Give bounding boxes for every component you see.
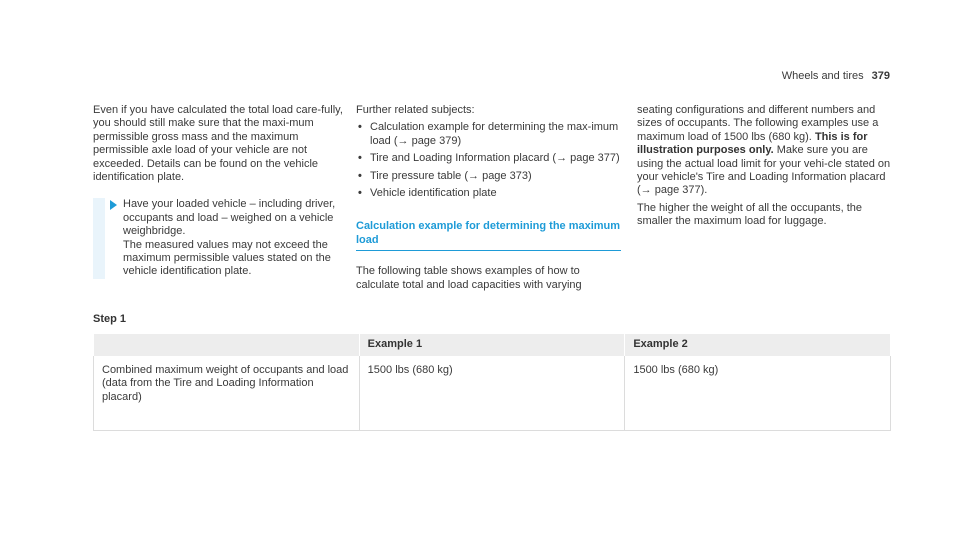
instruction-note: The measured values may not exceed the maximum permissible values stated on the vehicle identification plate.: [123, 238, 331, 278]
page-header: [782, 70, 890, 83]
list-item[interactable]: • Vehicle identification plate: [356, 187, 624, 200]
instruction-step: [93, 198, 347, 278]
play-arrow-icon: [110, 200, 117, 210]
table-header: [94, 334, 360, 356]
step-heading: Step 1: [93, 313, 127, 325]
paragraph: The higher the weight of all the occupants, the smaller the maximum load for luggage.: [637, 201, 863, 228]
paragraph: [637, 104, 892, 198]
paragraph: The following table shows examples of how to calculate total and load capacities with varying: [356, 265, 582, 291]
paragraph-text: Make sure you are using the actual load limit for your vehi-cle stated on your vehicle's Tire and Loading Information placard (→ page 377).: [637, 144, 891, 197]
table-cell: 1500 lbs (680 kg): [625, 356, 891, 430]
list-item[interactable]: • Tire and Loading Information placard (→ page 377): [356, 152, 624, 165]
paragraph-text: seating configurations and different numbers and sizes of occupants. The following examples use a maximum load of 1500 lbs (680 kg).: [637, 104, 879, 143]
related-subjects-intro: Further related subjects:: [356, 104, 475, 116]
column-1: [93, 104, 347, 281]
examples-table: [93, 334, 891, 431]
section-subheading: Calculation example for determining the maximum load: [356, 220, 621, 251]
table-header-row: [94, 334, 891, 356]
list-item[interactable]: • Tire pressure table (→ page 373): [356, 170, 624, 183]
page-number: 379: [871, 70, 890, 82]
section-title: Wheels and tires: [781, 70, 864, 82]
column-2: [356, 104, 624, 296]
table-cell: Combined maximum weight of occupants and load (data from the Tire and Loading Information placard): [94, 356, 360, 430]
table-cell: 1500 lbs (680 kg): [359, 356, 625, 430]
instruction-text: Have your loaded vehicle – including driver, occupants and load – weighed on a vehicle weighbridge.: [123, 198, 336, 238]
table-header: Example 2: [625, 334, 891, 356]
table-header: Example 1: [359, 334, 625, 356]
table-row: [94, 356, 891, 430]
paragraph: Even if you have calculated the total load care-fully, you should still make sure that the maxi-mum permissible gross mass and the maximum permissible axle load of your vehicle are not exceeded. Details can be found on the vehicle identification plate.: [93, 104, 343, 184]
list-item[interactable]: • Calculation example for determining the max-imum load (→ page 379): [356, 121, 624, 148]
column-3: [637, 104, 892, 233]
emphasis-text: This is for illustration purposes only.: [637, 130, 868, 157]
related-subjects-list: [356, 121, 624, 200]
